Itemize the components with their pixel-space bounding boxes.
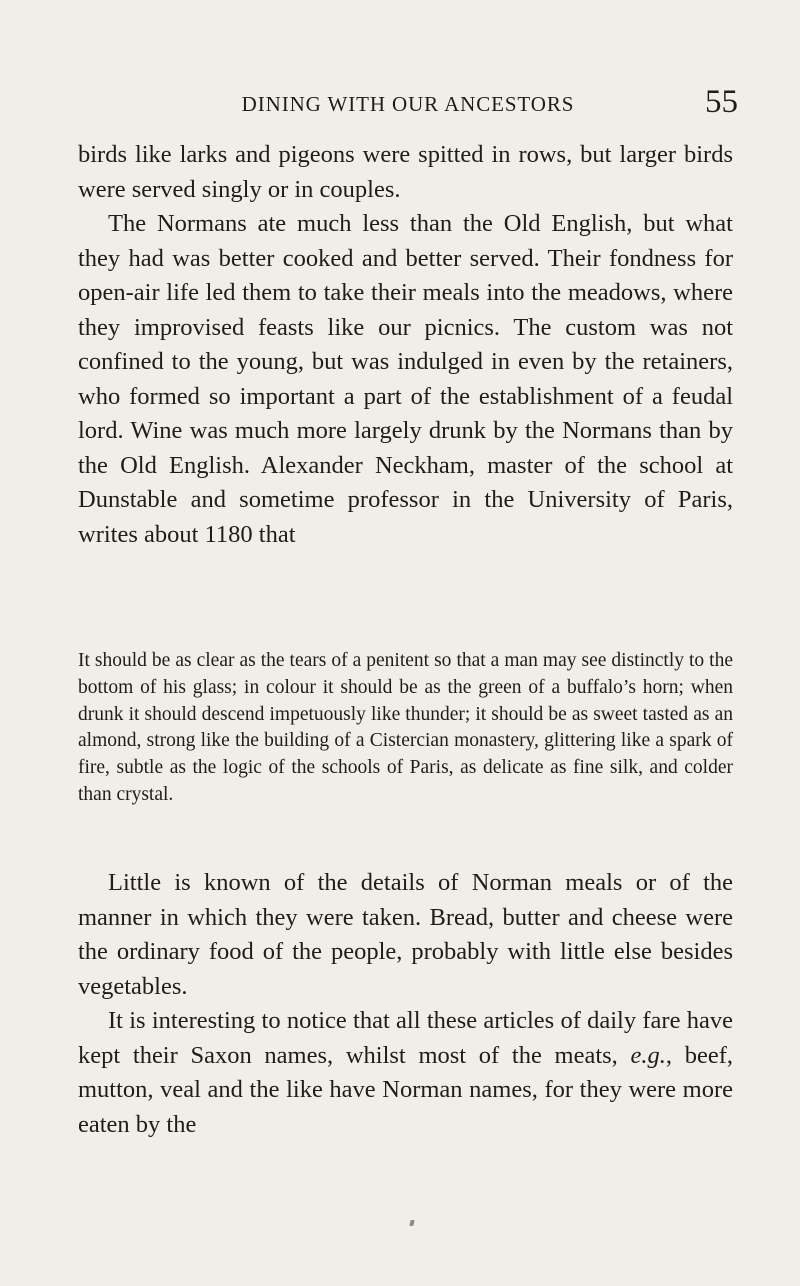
paragraph-saxon-names-end: , beef, mutton, veal and the like have Norman names, for they were more eaten by the <box>78 1041 733 1138</box>
main-text-bottom <box>78 866 733 1142</box>
paragraph-saxon-names-start: It is interesting to notice that all these articles of daily fare have kept their Saxon names, whilst most of the meats, <box>78 1007 733 1069</box>
running-head-title: DINING WITH OUR ANCESTORS <box>241 92 575 116</box>
page-mark <box>409 1220 414 1226</box>
quotation-text: It should be as clear as the tears of a penitent so that a man may see distinctly to the bottom of his glass; in colour it should be as the green of a buffalo’s horn; when drunk it should descend impetuously like thunder; it should be as sweet tasted as an almond, strong like the building of a Cistercian monastery, glittering like a spark of fire, subtle as the logic of the schools of Paris, as delicate as fine silk, and colder than crystal. <box>78 650 733 805</box>
paragraph-saxon-names <box>78 1004 733 1142</box>
paragraph-saxon-names-italic: e.g. <box>630 1041 666 1069</box>
page-number: 55 <box>705 84 738 120</box>
paragraph-continuation: birds like larks and pigeons were spitted in rows, but larger birds were served singly or in couples. <box>78 141 733 203</box>
wine-quotation <box>78 648 733 809</box>
running-head <box>78 84 738 124</box>
main-text-top <box>78 138 733 552</box>
paragraph-normans-dining: The Normans ate much less than the Old English, but what they had was better cooked and better served. Their fondness for open-air life led them to take their meals into the meadows, where they improvised feasts like our picnics. The custom was not confined to the young, but was indulged in even by the retainers, who formed so important a part of the establishment of a feudal lord. Wine was much more largely drunk by the Normans than by the Old English. Alexander Neckham, master of the school at Dunstable and sometime professor in the University of Paris, writes about 1180 that <box>78 210 733 548</box>
paragraph-norman-meals: Little is known of the details of Norman meals or of the manner in which they were taken. Bread, butter and cheese were the ordinary food of the people, probably with little else besides vegetables. <box>78 869 733 1000</box>
